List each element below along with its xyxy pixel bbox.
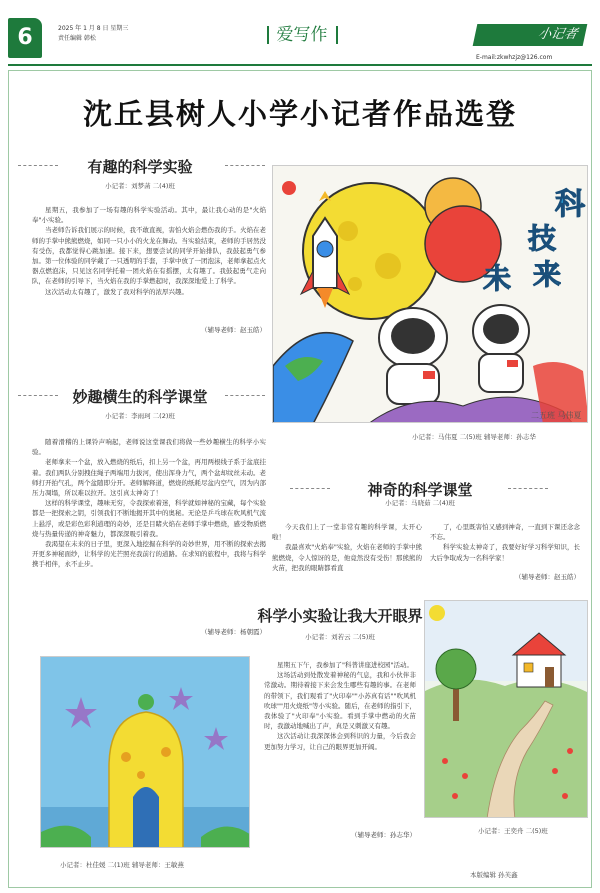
- drawing-char: 技: [528, 222, 557, 255]
- paragraph: 随着滑稽的上课铃声响起，老师说这堂课我们将做一些妙趣横生的科学小实验。: [32, 438, 266, 457]
- astronaut-left-icon: [379, 308, 447, 404]
- drawing-char: 未: [483, 262, 512, 295]
- paragraph: 老师拿来一个盆，放入燃烧的纸后，扣上另一个盆，再用两根线子系于盆底挂着。我们两队分别拽住绳子两端用力拔河，使出浑身力气，两个盆却纹丝未动。老师打开拍气孔，两个盆随即分开。老师解释道，燃烧的纸耗尽盆内空气，因为内部压力凋塌，所以难以拉开。这引真太神奇了！: [32, 458, 266, 498]
- divider-right: [336, 26, 338, 44]
- paragraph: 我渴望在未来的日子里，更深入地挖掘在科学的奇妙世界，用不断的探索去揭开更多神秘面纱，让科学的光芒照亮我前行的道路。在求知的旅程中，我将与科学携手相伴，永不止步。: [32, 540, 266, 569]
- article-teacher: （辅导老师：杨朝霞）: [201, 628, 266, 636]
- article-body: [264, 660, 416, 752]
- paragraph: 今天我们上了一堂非常有趣的科学课，太开心啦！: [272, 523, 422, 542]
- editor-in-charge: 责任编辑 韩松: [58, 35, 96, 42]
- article-title: 神奇的科学课堂: [367, 481, 473, 499]
- article-teacher: （辅导老师：赵玉皓）: [201, 326, 266, 334]
- article-body-col1: [272, 522, 422, 573]
- issue-date: 2025 年 1 月 8 日 星期三: [58, 25, 129, 32]
- paragraph: 科学实验太神奇了，我要好好学习科学知识，长大后争取成为一名科学家！: [430, 543, 580, 562]
- paragraph: 当老师告诉我们展示的时候，我不敢直视，害怕火焰会燃伤我的手。火焰在老师的手掌中熊熊燃烧，如同一只小小的火龙在舞动。当实验结束，老师的手居然没有受伤，我都觉得心跳加速。接下来，想要尝试的同学开始排队，我鼓起勇气参加。第一位体验的同学戴了一只透明的手套，手掌中放了一团泡沫，老师拿起点火器点燃泡沫，只见这名同学托着一团火焰在有摇摆，太有趣了。我鼓起勇气走向队，在老师的引导下，当火焰在我的手掌燃起时，我深深地爱上了科学。: [32, 226, 266, 286]
- paragraph: 星期五下午，我参加了"科普讲座进校园"活动。: [277, 661, 413, 669]
- contact-email: E-mail:zkwhzjz@126.com: [476, 54, 553, 61]
- main-title: 沈丘县树人小学小记者作品选登: [82, 97, 517, 131]
- paragraph: 我最喜欢"火焰奉"实验，火焰在老师的手掌中熊熊燃烧，令人惊讶的是，他竟然没有受伤！那熊熊的火苗，把我的眼睛都看直: [272, 543, 422, 572]
- header-rule: [8, 64, 592, 66]
- article-body: [32, 205, 266, 297]
- image-caption: 小记者：王奕舟 二(5)班: [478, 827, 548, 835]
- section-header: [252, 20, 352, 50]
- article-byline: 小记者：刘梦菡 二(4)班: [105, 182, 175, 190]
- paragraph: 星期五，我参加了一场有趣的科学实验活动。其中，最让我心动的是"火焰奉"小实验。: [32, 206, 266, 225]
- astronaut-right-icon: [473, 305, 529, 392]
- paragraph: 这次活动太有趣了，激发了我对科学的浓厚兴趣。: [45, 287, 188, 296]
- paragraph: 这场活动到处散发着神秘的气息，我和小伙伴非常激动。期待着接下来会发生哪些有趣的事。在老师的带领下，我们观看了"火印奉""小苏真有话""吹风机吹球""用火烧纸"等小实验。随后，在老师的指引下，我体验了"火印奉"小实验。看到手掌中燃动的火苗时，我激动地喊出了声，真是又刺激又有趣。: [264, 671, 416, 731]
- drawing-char: 来: [533, 258, 562, 291]
- drawing-char: 科: [555, 187, 585, 222]
- brand-banner: 小记者: [473, 24, 588, 46]
- section-title: 爱写作: [276, 25, 328, 45]
- house-drawing-art: [41, 657, 250, 848]
- space-drawing: [272, 165, 588, 423]
- article-title: 妙趣横生的科学课堂: [72, 388, 208, 406]
- paragraph: 这次活动让我深深体会到科识的力量，今后我会更加努力学习，让自己的眼界更加开阔。: [264, 732, 416, 751]
- article-teacher: （辅导老师：赵玉皓）: [515, 573, 580, 581]
- article-byline: 小记者：刘若云 二(5)班: [305, 633, 375, 641]
- article-title: 有趣的科学实验: [87, 158, 193, 176]
- landscape-drawing: [424, 600, 588, 818]
- landscape-drawing-art: [425, 601, 588, 818]
- article-body: [32, 437, 266, 570]
- paragraph: 这样的科学课堂，趣味无穷，令我探索着迷，科学就如神秘的宝藏，每个实验都是一把探索之钥，引领我们不断地揭开其中的奥秘。无论是乒乓球在吹风机气流上悬浮，或是彩色彩利道理的奇妙，还是目睹火焰在老师手掌中燃烧，感受物质燃烧与热量传递的神奇魅力，都深深吸引着我。: [32, 499, 266, 538]
- article-body-col2: [430, 522, 580, 563]
- divider-left: [267, 26, 269, 44]
- article-title: 科学小实验让我大开眼界: [257, 607, 423, 625]
- issue-info: [58, 24, 128, 44]
- page-number: 6: [8, 18, 42, 58]
- house-drawing: [40, 656, 250, 848]
- image-caption: 小记者：马伟夏 二(5)班 辅导老师：孙志华: [412, 433, 536, 441]
- page-editor: 本版编辑 孙芙鑫: [470, 871, 518, 879]
- paragraph: 了，心里既害怕又感到神奇，一直到下课还念念不忘。: [430, 523, 580, 542]
- drawing-signature: 二五班 马伟夏: [531, 411, 582, 420]
- article-byline: 小记者：马晓茹 二(4)班: [385, 499, 455, 507]
- article-teacher: （辅导老师：孙志华）: [351, 831, 416, 839]
- space-drawing-art: [273, 166, 588, 423]
- image-caption: 小记者：杜佳媛 二(1)班 辅导老师：王敏燕: [60, 861, 184, 869]
- article-byline: 小记者：李雨珂 二(2)班: [105, 412, 175, 420]
